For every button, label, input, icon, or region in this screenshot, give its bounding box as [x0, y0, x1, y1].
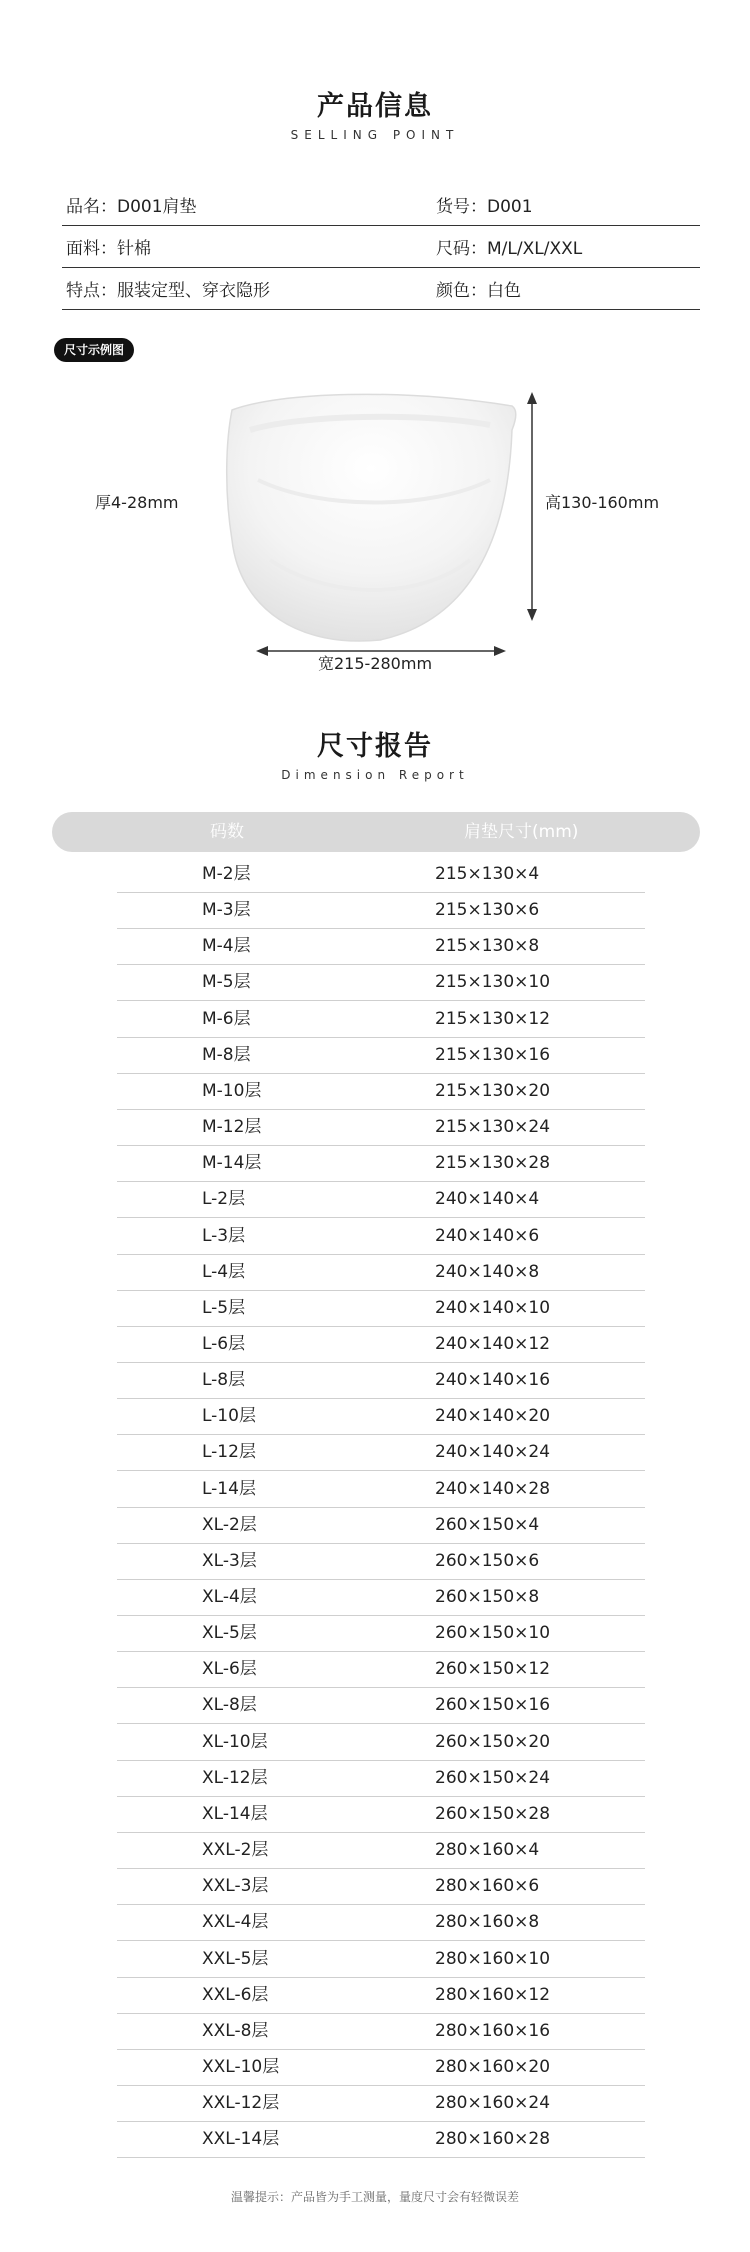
- table-row: [117, 1254, 645, 1291]
- size-code-cell: XXL-4层: [202, 1912, 269, 1933]
- table-row: [117, 2085, 645, 2122]
- table-row: [117, 1724, 645, 1761]
- dimension-cell: 215×130×24: [435, 1117, 551, 1138]
- table-row: [117, 1326, 645, 1363]
- size-code-cell: XL-6层: [202, 1659, 257, 1680]
- info-sizes: 尺码：M/L/XL/XXL: [436, 239, 583, 259]
- column-header-dimensions: 肩垫尺寸(mm): [464, 822, 579, 842]
- table-row: [117, 1073, 645, 1110]
- dimension-cell: 215×130×8: [435, 936, 540, 957]
- table-row: [117, 1145, 645, 1182]
- shoulder-pad-diagram: [0, 370, 750, 680]
- dimension-cell: 240×140×28: [435, 1478, 551, 1499]
- dimension-cell: 240×140×8: [435, 1261, 540, 1282]
- column-header-size: 码数: [210, 822, 244, 842]
- info-name: 品名：D001肩垫: [66, 197, 197, 217]
- table-row: [117, 1218, 645, 1255]
- dimension-cell: 240×140×12: [435, 1333, 551, 1354]
- dimension-cell: 260×150×24: [435, 1767, 551, 1788]
- table-row: [117, 1543, 645, 1580]
- table-row: [117, 1687, 645, 1724]
- table-row: [117, 1471, 645, 1508]
- size-code-cell: M-3层: [202, 900, 251, 921]
- dimension-cell: 260×150×8: [435, 1587, 540, 1607]
- table-row: [117, 1181, 645, 1218]
- width-label: 宽215-280mm: [318, 654, 433, 673]
- size-table-header: [52, 812, 700, 852]
- info-color: 颜色：白色: [436, 281, 521, 301]
- table-row: [117, 1362, 645, 1399]
- dimension-cell: 260×150×28: [435, 1803, 551, 1824]
- dimension-cell: 215×130×12: [435, 1008, 551, 1029]
- table-row: [117, 1868, 645, 1905]
- table-row: [117, 856, 645, 893]
- size-code-cell: L-2层: [202, 1189, 246, 1210]
- dimension-cell: 280×160×10: [435, 1948, 551, 1969]
- table-row: [117, 1904, 645, 1941]
- thickness-label: 厚4-28mm: [95, 493, 179, 512]
- table-row: [117, 1001, 645, 1038]
- info-sku: 货号：D001: [436, 197, 533, 217]
- size-code-cell: M-5层: [202, 972, 251, 993]
- dimension-cell: 260×150×20: [435, 1731, 551, 1752]
- size-code-cell: XL-2层: [202, 1514, 257, 1535]
- dimension-cell: 215×130×10: [435, 972, 551, 993]
- dimension-report-subtitle: Dimension Report: [281, 768, 469, 782]
- product-info-subtitle: SELLING POINT: [290, 128, 460, 142]
- size-code-cell: XL-14层: [202, 1803, 268, 1824]
- size-code-cell: XXL-6层: [202, 1984, 269, 2005]
- table-row: [117, 1615, 645, 1652]
- table-row: [117, 1290, 645, 1327]
- table-row: [117, 1651, 645, 1688]
- dimension-cell: 280×160×24: [435, 2093, 551, 2114]
- dimension-cell: 215×130×16: [435, 1044, 551, 1065]
- product-info-title: 产品信息: [317, 91, 433, 122]
- dimension-cell: 215×130×4: [435, 864, 540, 884]
- dimension-cell: 280×160×4: [435, 1840, 540, 1861]
- table-row: [117, 1832, 645, 1869]
- table-row: [117, 1579, 645, 1616]
- table-row: [117, 1977, 645, 2014]
- dimension-cell: 280×160×16: [435, 2020, 551, 2041]
- size-code-cell: L-5层: [202, 1297, 246, 1318]
- size-code-cell: XXL-2层: [202, 1840, 269, 1861]
- table-row: [117, 1796, 645, 1833]
- size-code-cell: L-10层: [202, 1406, 256, 1427]
- table-row: [117, 1037, 645, 1074]
- table-row: [117, 2013, 645, 2050]
- table-row: [117, 892, 645, 929]
- table-row: [117, 1398, 645, 1435]
- size-code-cell: M-12层: [202, 1117, 262, 1138]
- info-row: [62, 267, 700, 310]
- size-diagram-tag: 尺寸示例图: [54, 338, 134, 362]
- info-features: 特点：服装定型、穿衣隐形: [66, 281, 270, 301]
- table-row: [117, 2049, 645, 2086]
- size-code-cell: XL-5层: [202, 1623, 257, 1644]
- table-row: [117, 1507, 645, 1544]
- size-code-cell: XXL-3层: [202, 1876, 269, 1897]
- size-code-cell: XL-8层: [202, 1695, 257, 1716]
- size-code-cell: XXL-5层: [202, 1948, 269, 1969]
- dimension-cell: 240×140×6: [435, 1225, 540, 1246]
- dimension-cell: 240×140×10: [435, 1297, 551, 1318]
- dimension-cell: 280×160×6: [435, 1876, 540, 1897]
- dimension-cell: 260×150×6: [435, 1550, 540, 1571]
- size-code-cell: XXL-14层: [202, 2129, 280, 2150]
- info-row: [62, 225, 700, 268]
- table-row: [117, 964, 645, 1001]
- dimension-cell: 260×150×10: [435, 1623, 551, 1644]
- size-code-cell: L-14层: [202, 1478, 256, 1499]
- dimension-cell: 240×140×20: [435, 1406, 551, 1427]
- table-row: [117, 928, 645, 965]
- table-row: [117, 2121, 645, 2158]
- dimension-cell: 240×140×16: [435, 1370, 551, 1391]
- size-code-cell: M-2层: [202, 864, 251, 884]
- size-code-cell: M-8层: [202, 1044, 251, 1065]
- shoulder-pad-shape: [227, 394, 516, 641]
- size-code-cell: M-10层: [202, 1080, 262, 1101]
- size-code-cell: XXL-8层: [202, 2020, 269, 2041]
- dimension-cell: 240×140×24: [435, 1442, 551, 1463]
- dimension-cell: 280×160×20: [435, 2056, 551, 2077]
- dimension-cell: 280×160×8: [435, 1912, 540, 1933]
- size-code-cell: XL-3层: [202, 1550, 257, 1571]
- dimension-cell: 215×130×20: [435, 1080, 551, 1101]
- dimension-cell: 280×160×28: [435, 2129, 551, 2150]
- dimension-cell: 280×160×12: [435, 1984, 551, 2005]
- dimension-cell: 215×130×28: [435, 1153, 551, 1174]
- info-fabric: 面料：针棉: [66, 239, 151, 259]
- size-code-cell: L-3层: [202, 1225, 246, 1246]
- dimension-cell: 260×150×16: [435, 1695, 551, 1716]
- table-row: [117, 1434, 645, 1471]
- dimension-cell: 260×150×12: [435, 1659, 551, 1680]
- dimension-cell: 215×130×6: [435, 900, 540, 921]
- dimension-cell: 240×140×4: [435, 1189, 540, 1210]
- size-code-cell: M-6层: [202, 1008, 251, 1029]
- size-code-cell: L-8层: [202, 1370, 246, 1391]
- height-label: 高130-160mm: [545, 493, 660, 512]
- size-code-cell: M-14层: [202, 1153, 262, 1174]
- size-code-cell: L-12层: [202, 1442, 256, 1463]
- table-row: [117, 1941, 645, 1978]
- size-code-cell: L-6层: [202, 1333, 246, 1354]
- size-code-cell: M-4层: [202, 936, 251, 957]
- dimension-cell: 260×150×4: [435, 1514, 540, 1535]
- size-code-cell: XXL-12层: [202, 2093, 280, 2114]
- size-code-cell: XL-10层: [202, 1731, 268, 1752]
- dimension-report-title: 尺寸报告: [317, 731, 433, 762]
- size-code-cell: XL-12层: [202, 1767, 268, 1788]
- info-row: [62, 183, 700, 226]
- height-arrow: [527, 392, 537, 621]
- size-code-cell: XXL-10层: [202, 2056, 280, 2077]
- size-code-cell: XL-4层: [202, 1587, 257, 1607]
- size-code-cell: L-4层: [202, 1261, 246, 1282]
- table-row: [117, 1760, 645, 1797]
- table-row: [117, 1109, 645, 1146]
- footer-note: 温馨提示：产品皆为手工测量，量度尺寸会有轻微误差: [230, 2190, 519, 2204]
